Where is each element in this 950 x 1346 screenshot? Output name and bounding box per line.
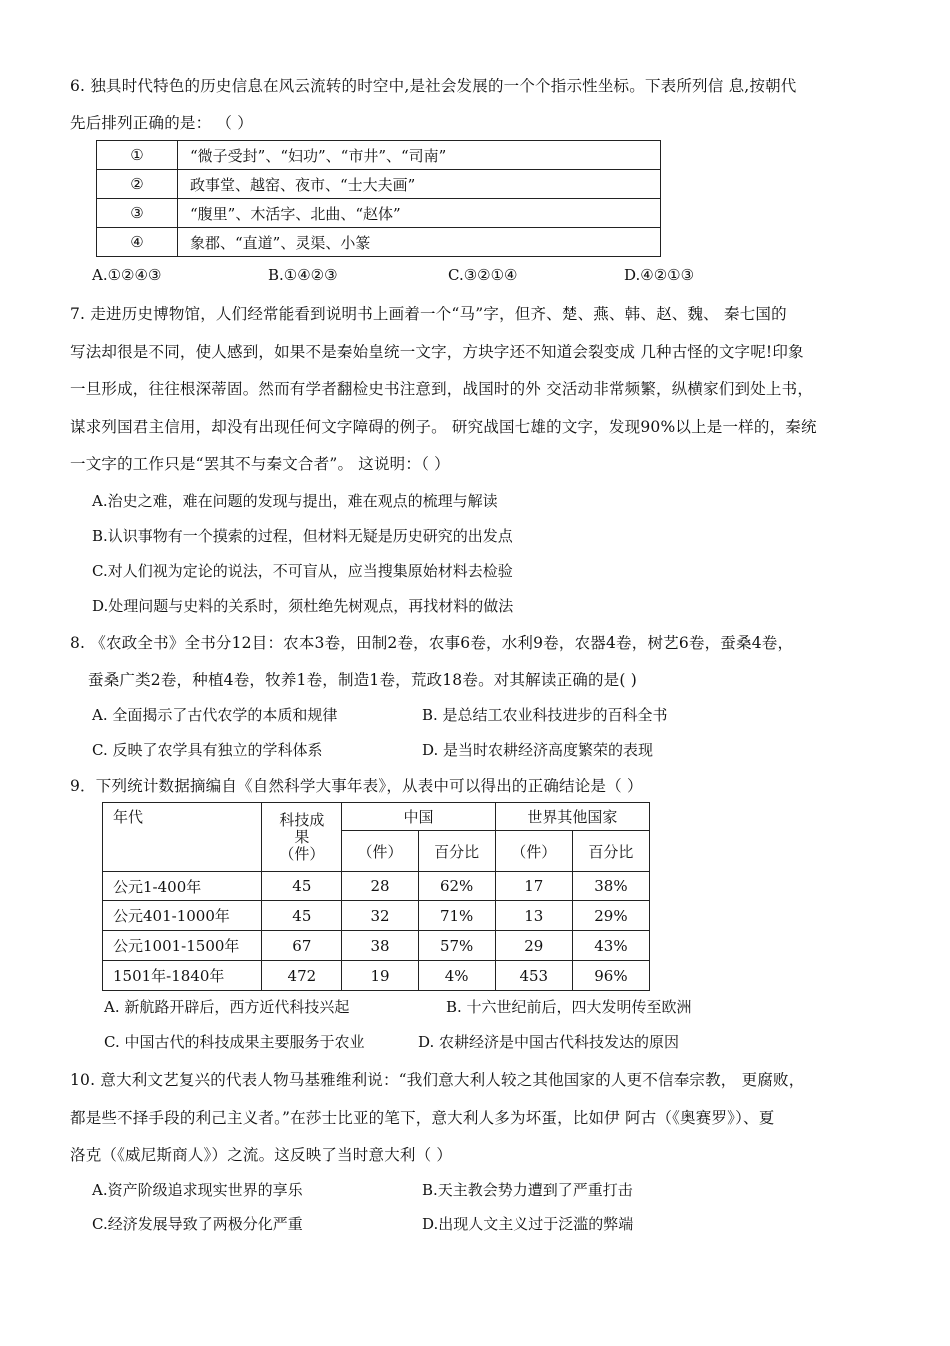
q8-stem-line1: 8. 《农政全书》全书分12目：农本3卷，田制2卷，农事6卷，水利9卷，农器4卷，树艺6卷，蚕桑4卷， xyxy=(70,634,794,652)
q6-row-text: “腹里”、木活字、北曲、“赵体” xyxy=(178,199,661,228)
q9-option-c: C. 中国古代的科技成果主要服务于农业 xyxy=(104,1033,365,1051)
q9-cell-wp: 43% xyxy=(572,931,649,961)
q6-option-d: D.④②①③ xyxy=(624,266,695,284)
q9-header-world: 世界其他国家 xyxy=(495,803,649,831)
q8-option-a: A. 全面揭示了古代农学的本质和规律 xyxy=(92,706,338,724)
q6-row-num: ① xyxy=(97,141,178,170)
q7-option-c: C.对人们视为定论的说法，不可盲从，应当搜集原始材料去检验 xyxy=(92,562,513,580)
q10-stem-line2: 都是些不择手段的利己主义者。”在莎士比亚的笔下，意大利人多为坏蛋，比如伊 阿古（《奥赛罗》）、夏 xyxy=(70,1109,775,1127)
q9-cell-era: 1501年-1840年 xyxy=(103,961,262,991)
q9-cell-cnp: 4% xyxy=(418,961,495,991)
q9-cell-wp: 96% xyxy=(572,961,649,991)
q6-row-num: ② xyxy=(97,170,178,199)
q10-option-c: C.经济发展导致了两极分化严重 xyxy=(92,1215,303,1233)
q6-option-b: B.①④②③ xyxy=(268,266,338,284)
q6-option-c: C.③②①④ xyxy=(448,266,518,284)
q7-stem-line3: 一旦形成，往往根深蒂固。然而有学者翻检史书注意到，战国时的外 交活动非常频繁，纵横家们到处上书， xyxy=(70,380,814,398)
q9-cell-w: 17 xyxy=(495,872,572,901)
q6-row-text: 政事堂、越窑、夜市、“士大夫画” xyxy=(178,170,661,199)
q9-stem: 9．下列统计数据摘编自《自然科学大事年表》，从表中可以得出的正确结论是（ ） xyxy=(70,777,643,795)
q9-cell-w: 13 xyxy=(495,901,572,931)
q9-cell-era: 公元1001-1500年 xyxy=(103,931,262,961)
q9-cell-w: 453 xyxy=(495,961,572,991)
q10-stem-line1: 10. 意大利文艺复兴的代表人物马基雅维利说：“我们意大利人较之其他国家的人更不信奉宗教， 更腐败， xyxy=(70,1071,805,1089)
q9-cell-wp: 38% xyxy=(572,872,649,901)
q6-row-num: ③ xyxy=(97,199,178,228)
q7-option-a: A.治史之难，难在问题的发现与提出，难在观点的梳理与解读 xyxy=(92,492,498,510)
q7-stem-line4: 谋求列国君主信用，却没有出现任何文字障碍的例子。 研究战国七雄的文字，发现90%以上是一样的，秦统 xyxy=(70,418,817,436)
q9-cell-era: 公元1-400年 xyxy=(103,872,262,901)
q7-stem-line2: 写法却很是不同，使人感到，如果不是秦始皇统一文字，方块字还不知道会裂变成 几种古怪的文字呢!印象 xyxy=(70,343,804,361)
q8-option-b: B. 是总结工农业科技进步的百科全书 xyxy=(422,706,668,724)
q6-option-a: A.①②④③ xyxy=(92,266,162,284)
q9-cell-cn: 28 xyxy=(342,872,418,901)
q9-cell-cnp: 62% xyxy=(418,872,495,901)
q9-header-china-pct: 百分比 xyxy=(418,831,495,872)
q9-cell-cnp: 71% xyxy=(418,901,495,931)
table-row xyxy=(103,872,650,901)
table-row xyxy=(97,141,661,170)
q9-header-world-count: （件） xyxy=(495,831,572,872)
q9-cell-total: 67 xyxy=(262,931,342,961)
q6-stem-line2: 先后排列正确的是： （ ） xyxy=(70,114,253,132)
q9-cell-total: 45 xyxy=(262,901,342,931)
q9-option-a: A. 新航路开辟后，西方近代科技兴起 xyxy=(104,998,350,1016)
q9-cell-cnp: 57% xyxy=(418,931,495,961)
q6-table xyxy=(96,140,661,257)
q9-header-china-count: （件） xyxy=(342,831,418,872)
table-row xyxy=(103,961,650,991)
q8-stem-line2: 蚕桑广类2卷，种植4卷，牧养1卷，制造1卷，荒政18卷。对其解读正确的是( ) xyxy=(88,671,637,689)
q10-stem-line3: 洛克（《威尼斯商人》）之流。这反映了当时意大利（ ） xyxy=(70,1146,453,1164)
q9-header-world-pct: 百分比 xyxy=(572,831,649,872)
q9-cell-w: 29 xyxy=(495,931,572,961)
table-row xyxy=(103,901,650,931)
q10-option-a: A.资产阶级追求现实世界的享乐 xyxy=(92,1181,303,1199)
q9-header-total-line1: 科技成 xyxy=(279,810,325,829)
q9-cell-cn: 38 xyxy=(342,931,418,961)
q9-cell-total: 472 xyxy=(262,961,342,991)
table-row xyxy=(97,228,661,257)
table-row xyxy=(103,931,650,961)
table-header-row xyxy=(103,803,650,831)
q9-header-china: 中国 xyxy=(342,803,495,831)
q7-option-b: B.认识事物有一个摸索的过程，但材料无疑是历史研究的出发点 xyxy=(92,527,513,545)
q10-option-b: B.天主教会势力遭到了严重打击 xyxy=(422,1181,633,1199)
q6-stem-line1: 6. 独具时代特色的历史信息在风云流转的时空中,是社会发展的一个个指示性坐标。下表所列信 息,按朝代 xyxy=(70,77,797,95)
q6-row-num: ④ xyxy=(97,228,178,257)
q9-option-b: B. 十六世纪前后，四大发明传至欧洲 xyxy=(446,998,692,1016)
q9-cell-total: 45 xyxy=(262,872,342,901)
table-row xyxy=(97,170,661,199)
q7-stem-line1: 7. 走进历史博物馆，人们经常能看到说明书上画着一个“马”字，但齐、楚、燕、韩、赵、魏、 秦七国的 xyxy=(70,305,787,323)
q8-option-d: D. 是当时农耕经济高度繁荣的表现 xyxy=(422,741,654,759)
q8-option-c: C. 反映了农学具有独立的学科体系 xyxy=(92,741,323,759)
q9-cell-cn: 19 xyxy=(342,961,418,991)
q9-header-total xyxy=(262,803,342,872)
q6-row-text: 象郡、“直道”、灵渠、小篆 xyxy=(178,228,661,257)
q9-table xyxy=(102,802,650,991)
q9-cell-wp: 29% xyxy=(572,901,649,931)
table-row xyxy=(97,199,661,228)
q9-header-total-line3: （件） xyxy=(279,844,325,863)
q9-cell-era: 公元401-1000年 xyxy=(103,901,262,931)
q9-header-era: 年代 xyxy=(103,803,262,872)
q9-cell-cn: 32 xyxy=(342,901,418,931)
q10-option-d: D.出现人文主义过于泛滥的弊端 xyxy=(422,1215,634,1233)
q6-row-text: “微子受封”、“妇功”、“市井”、“司南” xyxy=(178,141,661,170)
q9-option-d: D. 农耕经济是中国古代科技发达的原因 xyxy=(418,1033,680,1051)
q7-stem-line5: 一文字的工作只是“罢其不与秦文合者”。 这说明：（ ） xyxy=(70,455,450,473)
q9-header-total-line2: 果 xyxy=(294,827,310,846)
q7-option-d: D.处理问题与史料的关系时，须杜绝先树观点，再找材料的做法 xyxy=(92,597,514,615)
